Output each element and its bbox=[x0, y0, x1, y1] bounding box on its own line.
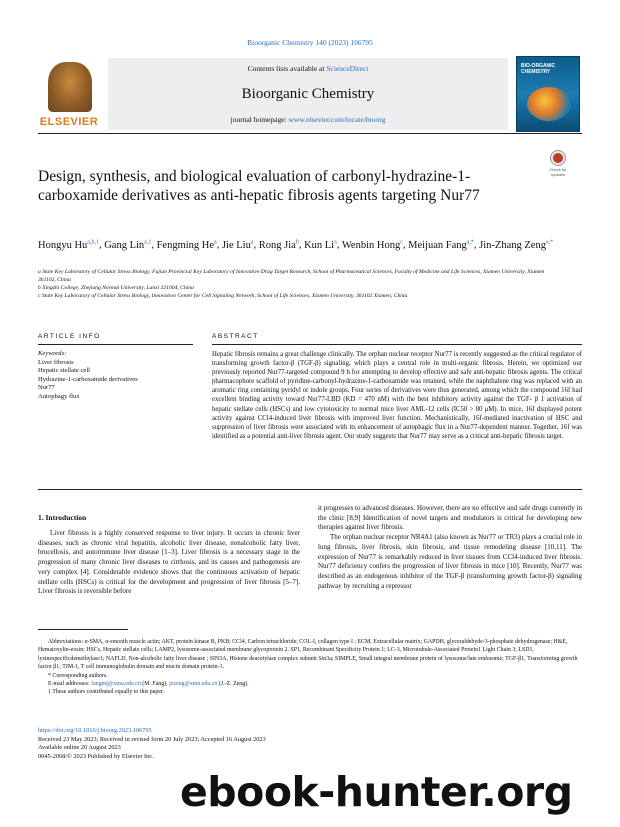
intro-paragraph: The orphan nuclear receptor NR4A1 (also known as Nur77 or TR3) plays a crucial role in lung fibrosis, liver fibrosis, skin fibrosis, and tissue remodeling disease [10,11]. The expression of Nur77 is remarkably reduced in liver tissues from CCl4-induced liver fibrosis. Nur77 deficiency confers the progression of liver fibrosis in mice [10]. Recently, Nur77 was described as an endogenous inhibitor of the TGF-β (transforming growth factor-β) signaling pathway by recruiting a repressor bbox=[318, 533, 582, 590]
online-date: Available online 20 August 2023 bbox=[38, 744, 121, 752]
author[interactable]: Gang Lin$^{a,1}$ bbox=[104, 239, 152, 251]
author-list: Hongyu Hu$^{a,b,1}$, Gang Lin$^{a,1}$, Fengming He$^a$, Jie Liu$^a$, Rong Jia$^b$, Kun Li$^a$, Wenbin Hong$^c$, Meijuan Fang$^{a,*}$, Jin-Zhang Zeng$^{a,*}$ bbox=[38, 239, 554, 251]
author[interactable]: Kun Li$^a$ bbox=[304, 239, 337, 251]
affiliation: a State Key Laboratory of Cellular Stress Biology, Fujian Provincial Key Laboratory of Innovative Drug Target Research, School of Pharmaceutical Sciences, Faculty of Medicine and Life Sciences, Xiamen University, Xiamen 361102, China bbox=[38, 269, 545, 283]
author[interactable]: Wenbin Hong$^c$ bbox=[341, 239, 403, 251]
elsevier-tree-icon bbox=[48, 62, 92, 112]
homepage-link[interactable]: www.elsevier.com/locate/bioorg bbox=[288, 115, 386, 124]
check-for-updates-button[interactable] bbox=[543, 151, 571, 179]
author[interactable]: Jin-Zhang Zeng$^{a,*}$ bbox=[479, 239, 554, 251]
introduction-heading: 1. Introduction bbox=[38, 513, 87, 522]
keyword: Hydrazine-1-carboxamide derivatives bbox=[38, 375, 138, 383]
keyword: Autophagy flux bbox=[38, 392, 80, 400]
received-dates: Received 23 May 2023; Received in revised form 20 July 2023; Accepted 16 August 2023 bbox=[38, 735, 266, 743]
footnotes bbox=[38, 638, 582, 697]
author[interactable]: Jie Liu$^a$ bbox=[221, 239, 254, 251]
author[interactable]: Meijuan Fang$^{a,*}$ bbox=[408, 239, 474, 251]
abstract-rule bbox=[212, 344, 582, 345]
sciencedirect-link[interactable]: ScienceDirect bbox=[326, 64, 369, 73]
doi-link[interactable]: https://doi.org/10.1016/j.bioorg.2023.106795 bbox=[38, 727, 152, 734]
article-info-rule bbox=[38, 344, 193, 345]
affiliation: c State Key Laboratory of Cellular Stress Biology, Innovation Center for Cell Signaling Network, School of Life Sciences, Xiamen University, 361102 Xiamen, China bbox=[38, 293, 408, 299]
header-rule bbox=[38, 133, 582, 134]
keyword: Hepatic stellate cell bbox=[38, 367, 90, 375]
article-info-heading: ARTICLE INFO bbox=[38, 333, 101, 340]
footnote-rule bbox=[38, 629, 128, 630]
author[interactable]: Rong Jia$^b$ bbox=[258, 239, 299, 251]
abstract-text: Hepatic fibrosis remains a great challenge clinically. The orphan nuclear receptor Nur77 is recently suggested as the critical regulator of transforming growth factor-β (TGF-β) signaling, which plays a central role in multi-organic fibrosis. Herein, we optimized our previously reported Nur77-targeted compound 9 h for attempting to develop effective and safe anti-hepatic fibrosis agents. The critical pharmacophore scaffold of pyridine-carbonyl-hydrazine-1-carboxamide was retained, while the naphthalene ring was replaced with an aromatic ring containing pyridyl or indole groups. Four series of derivatives were thus generated, among which the compound 16f had excellent binding activity toward Nur77-LBD (KD = 470 nM) with the best inhibitory activity against the TGF- β 1 activation of hepatic stellate cells (HSCs) and low cytotoxicity to normal mice liver AML-12 cells (IC50 > 80 μM). In mice, 16f displayed potent activity against CCl4-induced liver fibrosis with improved liver function. Mechanistically, 16f-mediated inactivation of HSC and suppression of liver fibrosis were associated with its enhancement of autophagic flux in a Nur77-dependent manner. Together, 16f was identified as a potential anti-liver fibrosis agent. Our study suggests that Nur77 may serve as a critical anti-hepatic fibrosis target. bbox=[212, 351, 582, 440]
email-link[interactable]: jzzeng@xmu.edu.cn bbox=[169, 681, 218, 688]
journal-header bbox=[108, 58, 508, 130]
email-footnote: E-mail addresses: fangmj@xmu.edu.cn (M. Fang), jzzeng@xmu.edu.cn (J.-Z. Zeng). bbox=[48, 681, 249, 688]
journal-title: Bioorganic Chemistry bbox=[241, 86, 375, 102]
contents-prefix: Contents lists available at bbox=[247, 64, 327, 73]
abbreviations-footnote: Abbreviations: α-SMA, α-smooth muscle actin; AKT, protein kinase B, PKB; CCl4, Carbon tetrachloride; COL-I, collagen type I ; ECM, Extracellular matrix; GAPDH, glyceraldehyde-3-phosphate dehydrogenase; H&E, Hematoxylin-eosin; HSCs, Hepatic stellate cells; LAMP2, lysosome-associated membrane glycoprotein 2. SP1, Recombinant Specificity Protein 1; LC-3, Microtubule-Associated Protein1 Light Chain 3; LSD1, lysinespecificdemethylase1; NAFLD, Non-alcoholic fatty liver disease ; SIN3A, Histone deacetylase complex subunit Sin3a; SIMPLE, Small integral membrane protein of lysosome/late endosome; TGF-β1, Transforming growth factor β1; TIM-1, T cell immunoglobulin domain and mucin domain protein-1. bbox=[38, 639, 578, 671]
intro-paragraph: Liver fibrosis is a highly conserved response to liver injury. It occurs in chronic liver diseases, such as chronic viral hepatitis, alcoholic liver disease, nonalcoholic fatty liver, brucellosis, and autoimmune liver disease [1–3]. Liver fibrosis is a necessary stage in the progression of many chronic liver diseases to cirrhosis, and its causes and pathogenesis are very complex [4]. Considerable evidence shows that the continuous activation of hepatic stellate cells (HSCs) is critical for the development and progression of liver fibrosis [5–7]. Liver fibrosis is reversible before bbox=[38, 529, 300, 596]
doi-block bbox=[38, 727, 338, 761]
abstract-heading: ABSTRACT bbox=[212, 333, 259, 340]
email-link[interactable]: fangmj@xmu.edu.cn bbox=[91, 681, 141, 688]
journal-cover-image[interactable] bbox=[516, 56, 580, 132]
affiliation: b Xingzhi College, Zhejiang Normal University, Lanxi 321004, China bbox=[38, 285, 194, 291]
journal-citation-link[interactable]: Bioorganic Chemistry 140 (2023) 106795 bbox=[247, 38, 373, 47]
intro-right-column bbox=[318, 504, 582, 591]
elsevier-wordmark: ELSEVIER bbox=[39, 116, 99, 128]
cover-graphic bbox=[527, 87, 571, 121]
copyright: 0045-2068/© 2023 Published by Elsevier Inc. bbox=[38, 752, 154, 760]
keywords-block bbox=[38, 350, 188, 402]
keyword: Nur77 bbox=[38, 384, 55, 392]
keywords-label: Keywords: bbox=[38, 350, 67, 357]
homepage-line bbox=[108, 115, 508, 124]
article-title: Design, synthesis, and biological evaluation of carbonyl-hydrazine-1-carboxamide derivatives as anti-hepatic fibrosis agents targeting Nur77 bbox=[38, 168, 480, 204]
check-updates-icon bbox=[551, 151, 565, 165]
keyword: Liver fibrosis bbox=[38, 358, 74, 366]
author[interactable]: Fengming He$^a$ bbox=[156, 239, 217, 251]
check-updates-label: Check for updates bbox=[549, 167, 567, 177]
watermark: ebook-hunter.org bbox=[180, 768, 573, 816]
author[interactable]: Hongyu Hu$^{a,b,1}$ bbox=[38, 239, 99, 251]
cover-title: BIO-ORGANIC CHEMISTRY bbox=[521, 63, 556, 75]
affiliations bbox=[38, 268, 558, 300]
intro-continuation: it progresses to advanced diseases. However, there are no effective and safe drugs currently in the clinic [8,9] Identification of novel targets and modulators is critical for developing new therapies against liver fibrosis. bbox=[318, 504, 582, 532]
elsevier-logo bbox=[38, 58, 100, 130]
abstract-bottom-rule bbox=[38, 489, 582, 490]
corresponding-footnote: * Corresponding authors. bbox=[48, 672, 108, 679]
homepage-prefix: journal homepage: bbox=[230, 115, 289, 124]
equal-contribution-footnote: 1 These authors contributed equally to this paper. bbox=[48, 689, 165, 696]
intro-left-column bbox=[38, 529, 300, 597]
contents-line bbox=[108, 64, 508, 73]
